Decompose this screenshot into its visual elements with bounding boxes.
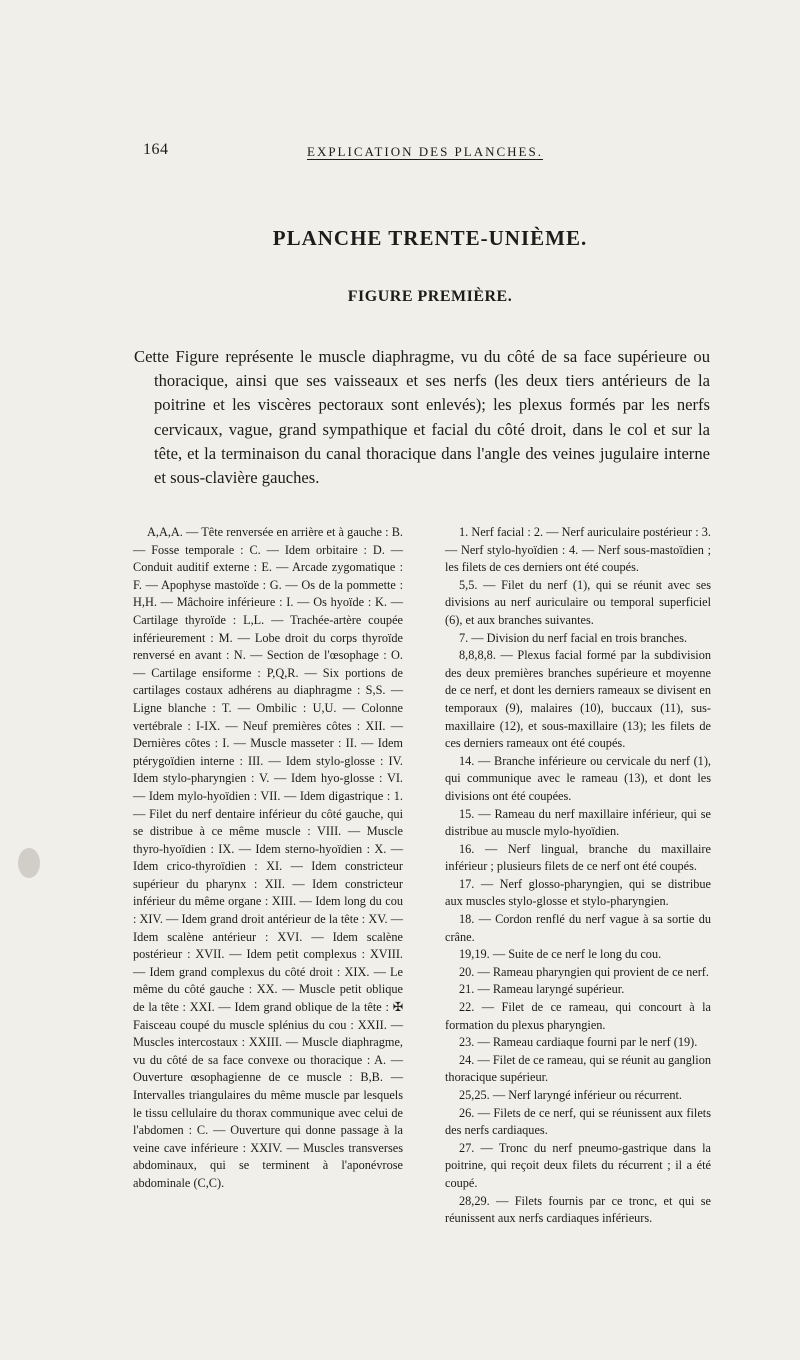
legend-paragraph: 16. — Nerf lingual, branche du maxillaire inférieur ; plusieurs filets de ce nerf ont été coupés. xyxy=(445,841,711,874)
legend-paragraph: 20. — Rameau pharyngien qui provient de ce nerf. xyxy=(459,964,709,979)
legend-paragraph: 27. — Tronc du nerf pneumo-gastrique dans la poitrine, qui reçoit deux filets du récurrent ; il a été coupé. xyxy=(445,1140,711,1190)
plate-title: PLANCHE TRENTE-UNIÈME. xyxy=(272,226,588,250)
legend-paragraph: 15. — Rameau du nerf maxillaire inférieur, qui se distribue au muscle mylo-hyoïdien. xyxy=(445,806,711,839)
right-column-legend xyxy=(445,524,711,1228)
legend-paragraph: 26. — Filets de ce nerf, qui se réunissent aux filets des nerfs cardiaques. xyxy=(445,1105,711,1138)
legend-paragraph: 14. — Branche inférieure ou cervicale du nerf (1), qui communique avec le rameau (13), et dont les divisions ont été coupées. xyxy=(445,753,711,803)
page-number: 164 xyxy=(143,141,169,158)
legend-paragraph: 8,8,8,8. — Plexus facial formé par la subdivision des deux premières branches supérieure et moyenne de ce nerf, et dont les derniers rameaux se divisent en temporaux (9), malaires (10), buccaux (11), sus-maxillaire (12), et sous-maxillaire (13); les filets de ces derniers rameaux ont été coupés. xyxy=(445,648,711,751)
left-column-legend xyxy=(133,524,403,1193)
legend-paragraph: A,A,A. — Tête renversée en arrière et à gauche : B. — Fosse temporale : C. — Idem orbitaire : D. — Conduit auditif externe : E. — Arcade zygomatique : F. — Apophyse mastoïde : G. — Os de la pommette : H,H. — Mâchoire inférieure : I. — Os hyoïde : K. — Cartilage thyroïde : L,L. — Trachée-artère coupée inférieurement : M. — Lobe droit du corps thyroïde renversé en avant : N. — Section de l'œsophage : O. — Cartilage ensiforme : P,Q,R. — Six portions de cartilages costaux adhérens au diaphragme : S,S. — Ligne blanche : T. — Ombilic : U,U. — Colonne vertébrale : I-IX. — Neuf premières côtes : XII. — Dernières côtes : I. — Muscle masseter : II. — Idem ptérygoïdien interne : III. — Idem stylo-glosse : IV. Idem stylo-pharyngien : V. — Idem hyo-glosse : VI. — Idem mylo-hyoïdien : VII. — Idem digastrique : 1. — Filet du nerf dentaire inférieur du côté gauche, qui se distribue à ce même muscle : VIII. — Muscle thyro-hyoïdien : IX. — Idem sterno-hyoïdien : X. — Idem crico-thyroïdien : XI. — Idem constricteur supérieur du pharynx : XII. — Idem constricteur inférieur du même organe : XIII. — Idem long du cou : XIV. — Idem grand droit antérieur de la tête : XV. — Idem scalène antérieur : XVI. — Idem scalène postérieur : XVII. — Idem petit complexus : XVIII. — Idem grand complexus du côté droit : XIX. — Le même du côté gauche : XX. — Muscle petit oblique de la tête : XXI. — Idem grand oblique de la tête : ✠ Faisceau coupé du muscle splénius du cou : XXII. — Muscles intercostaux : XXIII. — Muscle diaphragme, vu du côté de sa face convexe ou thoracique : A. — Ouverture œsophagienne de ce muscle : B,B. — Intervalles triangulaires du même muscle par lesquels le tissu cellulaire du thorax communique avec celui de l'abdomen : C. — Ouverture qui donne passage à la veine cave inférieure : XXIV. — Muscles transverses abdominaux, qui se terminent à l'aponévrose abdominale (C,C). xyxy=(133,525,403,1190)
legend-paragraph: 1. Nerf facial : 2. — Nerf auriculaire postérieur : 3. — Nerf stylo-hyoïdien : 4. — Nerf sous-mastoïdien ; les filets de ces derniers ont été coupés. xyxy=(445,525,711,575)
running-head: EXPLICATION DES PLANCHES. xyxy=(307,144,543,159)
figure-description-text: Cette Figure représente le muscle diaphragme, vu du côté de sa face supérieure ou thoracique, ainsi que ses vaisseaux et ses nerfs (les deux tiers antérieurs de la poitrine et les viscères pectoraux sont enlevés); les plexus formés par les nerfs cervicaux, vague, grand sympathique et facial du côté droit, dans le col et sur la tête, et la terminaison du canal thoracique dans l'angle des veines jugulaire interne et sous-clavière gauches. xyxy=(134,347,710,488)
legend-paragraph: 18. — Cordon renflé du nerf vague à sa sortie du crâne. xyxy=(445,912,711,944)
legend-paragraph: 17. — Nerf glosso-pharyngien, qui se distribue aux muscles stylo-glosse et stylo-pharyngien. xyxy=(445,876,711,909)
legend-paragraph: 5,5. — Filet du nerf (1), qui se réunit avec ses divisions au nerf auriculaire ou temporal superficiel (6), et aux branches suivantes. xyxy=(445,577,711,627)
figure-description xyxy=(134,345,710,490)
legend-paragraph: 7. — Division du nerf facial en trois branches. xyxy=(459,630,688,645)
legend-paragraph: 28,29. — Filets fournis par ce tronc, et qui se réunissent aux nerfs cardiaques inférieurs. xyxy=(445,1193,711,1226)
ink-smudge xyxy=(18,848,40,878)
legend-paragraph: 25,25. — Nerf laryngé inférieur ou récurrent. xyxy=(459,1088,682,1102)
legend-paragraph: 22. — Filet de ce rameau, qui concourt à la formation du plexus pharyngien. xyxy=(445,1000,711,1032)
legend-paragraph: 24. — Filet de ce rameau, qui se réunit au ganglion thoracique supérieur. xyxy=(445,1052,712,1085)
legend-paragraph: 21. — Rameau laryngé supérieur. xyxy=(459,982,625,997)
figure-title: FIGURE PREMIÈRE. xyxy=(347,288,513,305)
legend-paragraph: 23. — Rameau cardiaque fourni par le nerf (19). xyxy=(459,1035,698,1050)
legend-paragraph: 19,19. — Suite de ce nerf le long du cou. xyxy=(459,947,662,962)
